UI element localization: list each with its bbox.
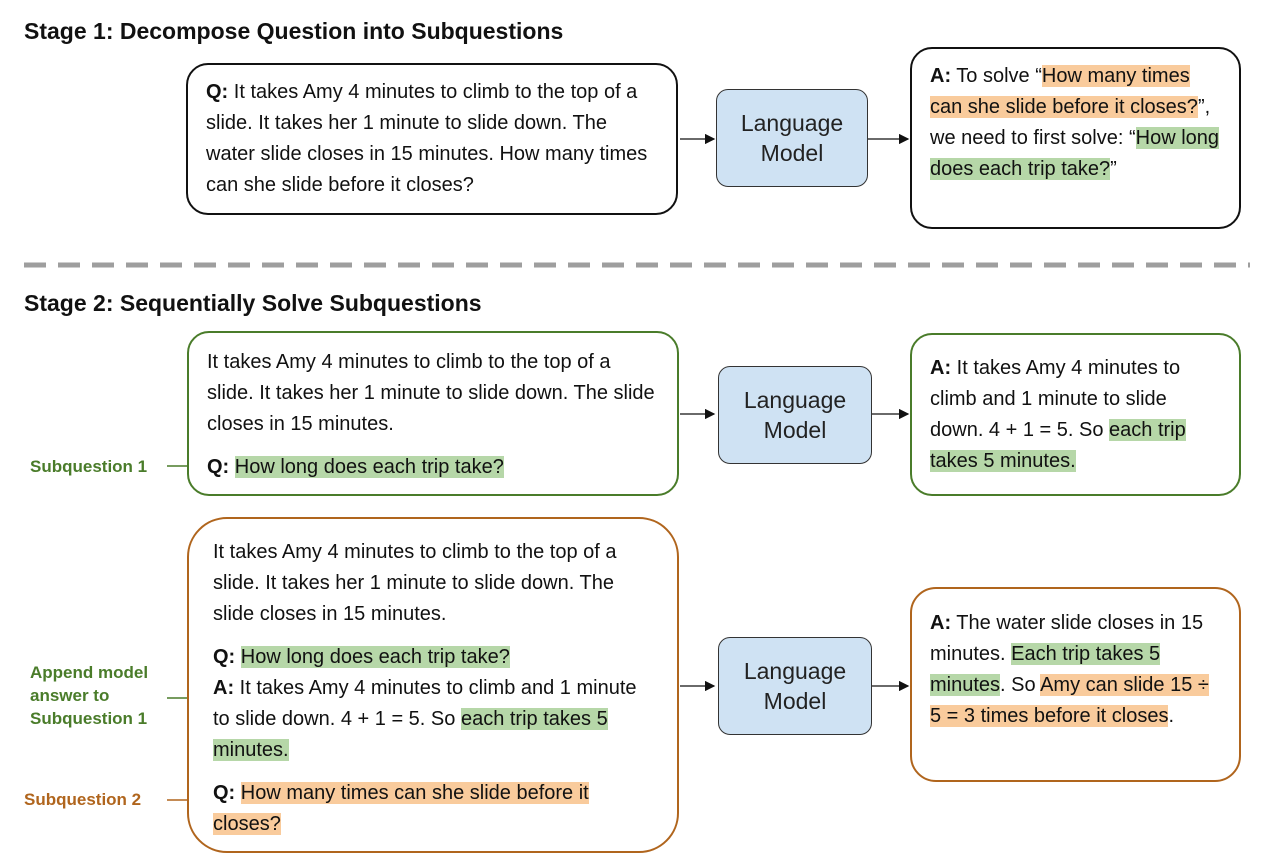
stage1-question-box [186, 63, 678, 215]
highlight-answer1: each trip takes 5 minutes. [213, 708, 608, 761]
model-label-line2: Model [760, 140, 824, 166]
a-prefix: A: [213, 677, 235, 699]
model-label-line1: Language [743, 387, 847, 413]
answer-text: . So [1000, 674, 1041, 696]
answer-text: It takes Amy 4 minutes to climb and 1 minute to slide down. 4 + 1 = 5. So [930, 357, 1181, 441]
sub2-answer-text [930, 608, 1221, 732]
highlight-subquestion1: How long does each trip take? [240, 646, 510, 668]
stage2-title: Stage 2: Sequentially Solve Subquestions [24, 290, 482, 316]
question-body: It takes Amy 4 minutes to climb to the top of a slide. It takes her 1 minute to slide down. The water slide closes in 15 minutes. How many times can she slide before it closes? [206, 81, 648, 196]
q-prefix: Q: [207, 456, 230, 478]
sub2-language-model [718, 637, 872, 735]
answer-text: The water slide closes in 15 minutes. [930, 612, 1204, 665]
sub2-answer1 [213, 673, 653, 766]
stage1-question-text [206, 77, 658, 201]
highlight-subquestion2: How many times can she slide before it closes? [213, 782, 589, 835]
sub1-answer-text [930, 353, 1221, 477]
highlight-answer1: Each trip takes 5 minutes [930, 643, 1161, 696]
stage1-title: Stage 1: Decompose Question into Subquestions [24, 18, 564, 44]
highlight-final-answer: Amy can slide 15 ÷ 5 = 3 times before it closes [930, 674, 1209, 727]
sub2-context: It takes Amy 4 minutes to climb to the top of a slide. It takes her 1 minute to slide down. The slide closes in 15 minutes. [213, 541, 617, 625]
answer-text: To solve “ [951, 65, 1042, 87]
highlight-subquestion2: How many times can she slide before it closes? [930, 65, 1198, 118]
model-label-line2: Model [763, 417, 827, 443]
append-answer-label [30, 661, 148, 730]
answer-text: . [1168, 705, 1175, 727]
answer-text: ” [1110, 158, 1117, 180]
q-prefix: Q: [213, 646, 236, 668]
q-prefix: Q: [213, 782, 236, 804]
model-label-line2: Model [763, 688, 827, 714]
model-label-line1: Language [743, 658, 847, 684]
sub1-language-model [718, 366, 872, 464]
a-prefix: A: [930, 357, 952, 379]
sub1-context: It takes Amy 4 minutes to climb to the top of a slide. It takes her 1 minute to slide down. The slide closes in 15 minutes. [207, 351, 655, 435]
stage1-answer-box [910, 47, 1241, 229]
sub2-question1 [213, 642, 653, 673]
highlight-answer1: each trip takes 5 minutes. [930, 419, 1186, 472]
a-prefix: A: [930, 65, 952, 87]
append-label-line: answer to [30, 686, 110, 705]
answer-text: ”, we need to first solve: “ [930, 96, 1211, 149]
subquestion2-label: Subquestion 2 [24, 790, 142, 809]
q-prefix: Q: [206, 81, 229, 103]
append-label-line: Append model [30, 663, 149, 682]
subquestion2-box [187, 517, 679, 853]
answer-text: It takes Amy 4 minutes to climb and 1 minute to slide down. 4 + 1 = 5. So [213, 677, 637, 730]
subquestion1-box [187, 331, 679, 496]
a-prefix: A: [930, 612, 952, 634]
stage1-language-model [716, 89, 868, 187]
highlight-subquestion1: How long does each trip take? [930, 127, 1220, 180]
model-label-line1: Language [740, 110, 844, 136]
highlight-subquestion1: How long does each trip take? [234, 456, 504, 478]
stage1-answer-text [930, 61, 1221, 185]
subquestion1-answer-box [910, 333, 1241, 496]
sub1-question [207, 452, 659, 483]
append-label-line: Subquestion 1 [30, 709, 148, 728]
subquestion2-answer-box [910, 587, 1241, 782]
sub2-question2 [213, 778, 653, 840]
subquestion1-label: Subquestion 1 [30, 457, 148, 476]
